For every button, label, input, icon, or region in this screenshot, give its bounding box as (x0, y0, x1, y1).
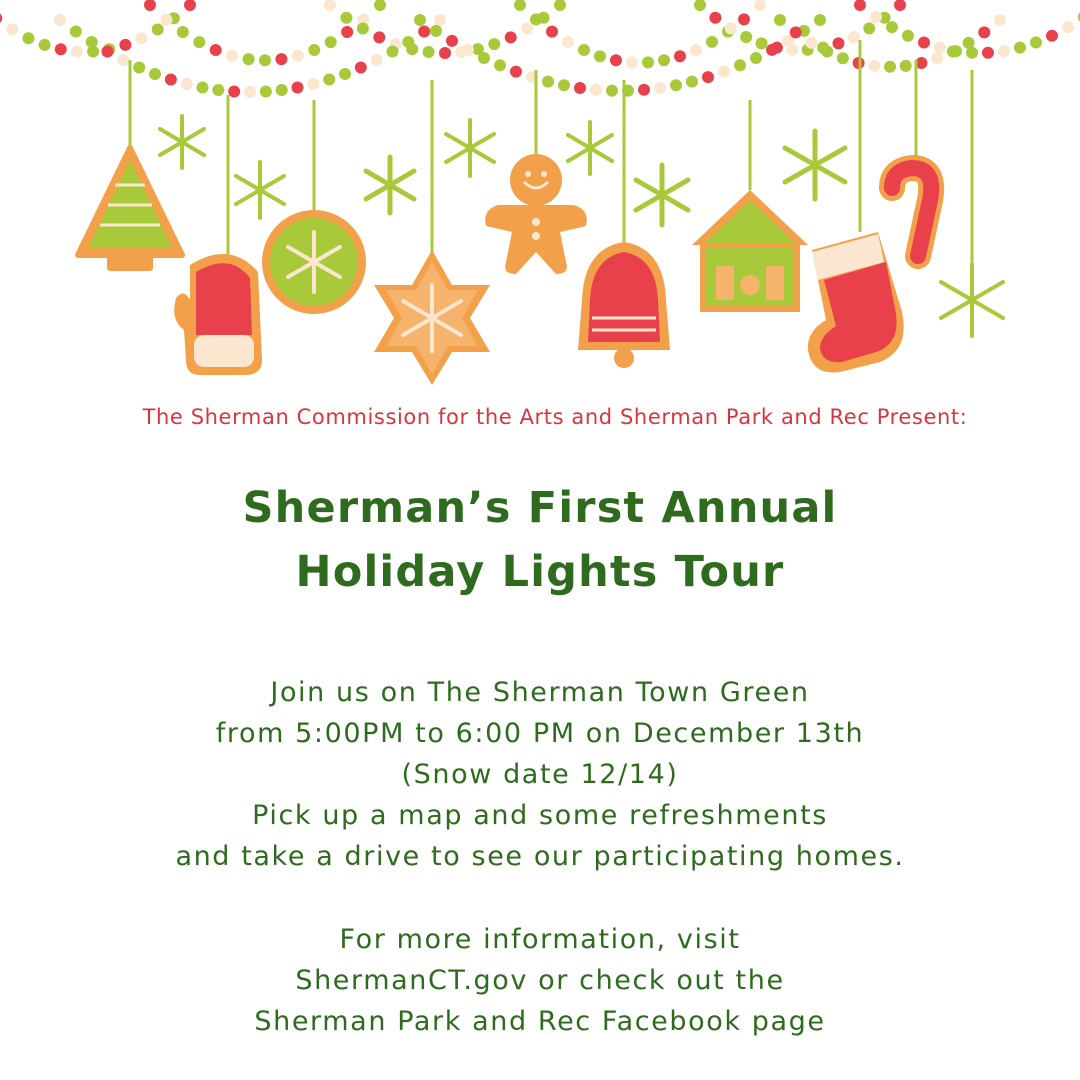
garland-bead (918, 37, 930, 49)
snowflake-icon (236, 162, 284, 218)
garland-bead (947, 46, 959, 58)
garland-bead (228, 86, 240, 98)
snowflake-icon (568, 122, 612, 174)
garland-bead (259, 54, 271, 66)
title-line-2: Holiday Lights Tour (295, 547, 785, 597)
garland-bead (402, 36, 414, 48)
garland-bead (514, 0, 526, 11)
snowflake-icon (160, 116, 204, 168)
tree-cookie (78, 148, 182, 268)
more-info-line-2: ShermanCT.gov or check out the (295, 965, 785, 996)
garland-bead (165, 74, 177, 86)
garland-bead (805, 37, 817, 49)
details-line-3: (Snow date 12/14) (401, 759, 679, 790)
garland-bead (686, 76, 698, 88)
garland-bead (982, 47, 994, 59)
garland-bead (934, 42, 946, 54)
garland-bead (54, 14, 66, 26)
snowflake-icon (366, 157, 414, 213)
garland-bead (373, 31, 385, 43)
garland-bead (71, 46, 83, 58)
mitten-cookie (174, 254, 262, 375)
garland-bead (868, 60, 880, 72)
garland-bead (854, 0, 866, 11)
garland-bead (594, 50, 606, 62)
garland-bead (574, 82, 586, 94)
garland-bead (357, 23, 369, 35)
garland-bead (963, 37, 975, 49)
presenter-line: The Sherman Commission for the Arts and Sherman Park and Rec Present: (142, 405, 968, 429)
garland-bead (292, 82, 304, 94)
garland-bead (434, 14, 446, 26)
details-line-1: Join us on The Sherman Town Green (270, 677, 810, 708)
garland-bead (387, 46, 399, 58)
garland-bead (994, 14, 1006, 26)
garland-bead (133, 62, 145, 74)
garland-bead (738, 13, 750, 25)
garland-bead (702, 71, 714, 83)
garland-bead (494, 59, 506, 71)
garland-bead (558, 79, 570, 91)
garland-bead (670, 79, 682, 91)
garland-bead (863, 22, 875, 34)
garland-bead (275, 53, 287, 65)
garland-bead (642, 56, 654, 68)
garland-bead (478, 52, 490, 64)
garland-bead (848, 31, 860, 43)
garland-bead (119, 39, 131, 51)
garland-bead (1030, 37, 1042, 49)
snowflake-icon (446, 120, 494, 176)
garland-bead (260, 86, 272, 98)
garland-bead (590, 84, 602, 96)
garland-bead (197, 82, 209, 94)
garland-bead (324, 0, 336, 11)
garland-bead (706, 36, 718, 48)
garland-bead (136, 32, 148, 44)
garland-bead (626, 56, 638, 68)
garland-bead (439, 47, 451, 59)
garland-bead (766, 44, 778, 56)
garland-bead (276, 84, 288, 96)
garland-bead (341, 26, 353, 38)
more-info-line-3: Sherman Park and Rec Facebook page (254, 1006, 826, 1037)
garland-bead (423, 46, 435, 58)
snowflake-icon (785, 131, 845, 199)
garland-bead (212, 84, 224, 96)
garland-bead (718, 66, 730, 78)
bell-cookie (578, 242, 670, 368)
garland-bead (22, 32, 34, 44)
garland-bead (160, 14, 172, 26)
garland-bead (894, 0, 906, 11)
garland-bead (355, 62, 367, 74)
garland-bead (754, 0, 766, 11)
garland-bead (610, 54, 622, 66)
title-line-1: Sherman’s First Annual (242, 483, 838, 533)
more-info (0, 919, 1080, 1042)
garland-bead (694, 0, 706, 11)
garland-bead (70, 26, 82, 38)
holiday-decorations (0, 0, 1080, 400)
garland-bead (750, 52, 762, 64)
garland-bead (418, 26, 430, 38)
details-line-5: and take a drive to see our participating homes. (175, 841, 905, 872)
garland-bead (1046, 30, 1058, 42)
garland-bead (181, 78, 193, 90)
candy-cane-cookie (892, 168, 931, 256)
garland-bead (542, 76, 554, 88)
garland-bead (554, 0, 566, 11)
garland-bead (193, 36, 205, 48)
ornament-cookie (262, 210, 366, 314)
garland-bead (102, 46, 114, 58)
garland-bead (884, 61, 896, 73)
garland-bead (814, 14, 826, 26)
garland-bead (55, 43, 67, 55)
garland-bead (340, 12, 352, 24)
garland-bead (323, 74, 335, 86)
garland-bead (756, 37, 768, 49)
garland-bead (308, 44, 320, 56)
garland-bead (638, 84, 650, 96)
garland-bead (430, 25, 442, 37)
garland-bead (978, 26, 990, 38)
garland-bead (6, 23, 18, 35)
garland-bead (562, 36, 574, 48)
garland-bead (371, 54, 383, 66)
garland-bead (674, 50, 686, 62)
garland-bead (521, 23, 533, 35)
garland-bead (39, 39, 51, 51)
garland-bead (86, 36, 98, 48)
garland-bead (0, 12, 2, 24)
garland-bead (606, 85, 618, 97)
gingerbread-man-cookie (485, 154, 587, 274)
garland-bead (654, 82, 666, 94)
garland-bead (931, 52, 943, 64)
garland-bead (226, 50, 238, 62)
garland-bead (886, 21, 898, 33)
garland-bead (837, 52, 849, 64)
garland-bead (740, 31, 752, 43)
garland-bead (578, 44, 590, 56)
garland-bead (446, 35, 458, 47)
garland-bead (414, 14, 426, 26)
garland-bead (832, 37, 844, 49)
garland (0, 0, 1080, 98)
garland-bead (339, 68, 351, 80)
garland-bead (821, 46, 833, 58)
garland-bead (462, 44, 474, 56)
star-cookie (374, 250, 490, 385)
garland-bead (998, 45, 1010, 57)
garland-bead (790, 26, 802, 38)
garland-bead (307, 78, 319, 90)
garland-bead (709, 12, 721, 24)
event-title (0, 476, 1080, 604)
garland-bead (902, 30, 914, 42)
garland-bead (900, 60, 912, 72)
details-line-2: from 5:00PM to 6:00 PM on December 13th (215, 718, 865, 749)
garland-bead (177, 26, 189, 38)
garland-bead (690, 44, 702, 56)
garland-bead (325, 36, 337, 48)
garland-bead (658, 54, 670, 66)
garland-bead (292, 50, 304, 62)
garland-bead (734, 59, 746, 71)
garland-bead (184, 0, 196, 11)
garland-bead (149, 68, 161, 80)
garland-bead (144, 0, 156, 11)
house-cookie (692, 190, 808, 312)
details-line-4: Pick up a map and some refreshments (252, 800, 828, 831)
garland-bead (725, 22, 737, 34)
garland-bead (1062, 21, 1074, 33)
garland-bead (488, 38, 500, 50)
event-details (0, 672, 1080, 877)
stocking-cookie (808, 232, 904, 373)
garland-bead (870, 11, 882, 23)
garland-bead (505, 31, 517, 43)
garland-bead (374, 0, 386, 11)
garland-bead (530, 13, 542, 25)
garland-bead (117, 54, 129, 66)
garland-bead (510, 66, 522, 78)
more-info-line-1: For more information, visit (339, 924, 741, 955)
garland-bead (243, 53, 255, 65)
snowflake-icon (636, 165, 688, 225)
garland-bead (152, 23, 164, 35)
snowflake-icon (941, 264, 1003, 336)
garland-bead (210, 44, 222, 56)
garland-bead (774, 14, 786, 26)
garland-bead (244, 86, 256, 98)
garland-bead (1014, 42, 1026, 54)
garland-bead (546, 26, 558, 38)
